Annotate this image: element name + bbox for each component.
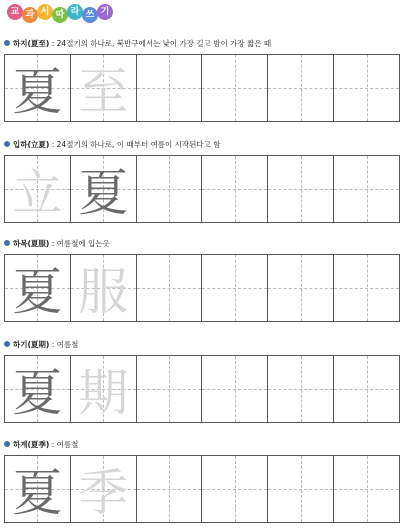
grid-cell[interactable] bbox=[202, 55, 268, 121]
grid-cell[interactable] bbox=[71, 456, 137, 522]
grid-cell[interactable] bbox=[71, 356, 137, 422]
grid-cell[interactable] bbox=[268, 356, 334, 422]
word-description: : 24절기의 하나로, 북반구에서는 낮이 가장 길고 밤이 가장 짧은 때 bbox=[49, 39, 272, 48]
word-heading: 하지(夏至) bbox=[13, 39, 50, 48]
grid-cell[interactable] bbox=[202, 156, 268, 222]
model-character: 立 bbox=[12, 164, 63, 222]
grid-cell[interactable] bbox=[268, 156, 334, 222]
writing-grid bbox=[4, 455, 400, 523]
grid-cell[interactable] bbox=[137, 156, 203, 222]
logo-char: 교 bbox=[7, 4, 23, 20]
word-heading: 하기(夏期) bbox=[13, 340, 50, 349]
model-character: 至 bbox=[78, 63, 129, 121]
model-character: 服 bbox=[78, 263, 129, 321]
grid-cell[interactable] bbox=[202, 356, 268, 422]
grid-cell[interactable] bbox=[202, 255, 268, 321]
grid-cell[interactable] bbox=[268, 456, 334, 522]
grid-cell[interactable] bbox=[334, 156, 400, 222]
word-title bbox=[4, 237, 110, 251]
grid-cell[interactable] bbox=[5, 156, 71, 222]
logo-char: 기 bbox=[97, 4, 113, 20]
writing-grid bbox=[4, 254, 400, 322]
grid-cell[interactable] bbox=[71, 255, 137, 321]
model-character: 夏 bbox=[12, 63, 63, 121]
word-title bbox=[4, 338, 78, 352]
grid-cell[interactable] bbox=[334, 356, 400, 422]
grid-cell[interactable] bbox=[71, 55, 137, 121]
grid-cell[interactable] bbox=[334, 255, 400, 321]
writing-grid bbox=[4, 355, 400, 423]
bullet-icon bbox=[4, 441, 10, 447]
grid-cell[interactable] bbox=[5, 456, 71, 522]
grid-cell[interactable] bbox=[268, 255, 334, 321]
logo-char: 라 bbox=[67, 4, 83, 20]
model-character: 季 bbox=[78, 464, 129, 522]
word-heading: 하복(夏服) bbox=[13, 239, 50, 248]
grid-cell[interactable] bbox=[137, 55, 203, 121]
grid-cell[interactable] bbox=[137, 456, 203, 522]
writing-grid bbox=[4, 54, 400, 122]
word-title bbox=[4, 37, 271, 51]
grid-cell[interactable] bbox=[5, 356, 71, 422]
bullet-icon bbox=[4, 40, 10, 46]
word-description: : 24절기의 하나로, 이 때부터 여름이 시작된다고 함 bbox=[49, 140, 221, 149]
bullet-icon bbox=[4, 141, 10, 147]
word-description: : 여름철에 입는옷 bbox=[49, 239, 110, 248]
grid-cell[interactable] bbox=[268, 55, 334, 121]
logo-char: 따 bbox=[52, 7, 68, 23]
model-character: 期 bbox=[78, 364, 129, 422]
grid-cell[interactable] bbox=[5, 55, 71, 121]
logo-char: 과 bbox=[22, 7, 38, 23]
logo bbox=[7, 4, 127, 28]
word-heading: 하계(夏季) bbox=[13, 440, 50, 449]
grid-cell[interactable] bbox=[71, 156, 137, 222]
logo-char: 서 bbox=[37, 4, 53, 20]
grid-cell[interactable] bbox=[5, 255, 71, 321]
model-character: 夏 bbox=[12, 464, 63, 522]
grid-cell[interactable] bbox=[334, 55, 400, 121]
word-description: : 여름철 bbox=[49, 340, 79, 349]
writing-grid bbox=[4, 155, 400, 223]
word-title bbox=[4, 138, 221, 152]
word-title bbox=[4, 438, 78, 452]
model-character: 夏 bbox=[12, 364, 63, 422]
word-heading: 입하(立夏) bbox=[13, 140, 50, 149]
word-description: : 여름철 bbox=[49, 440, 79, 449]
grid-cell[interactable] bbox=[137, 255, 203, 321]
grid-cell[interactable] bbox=[137, 356, 203, 422]
bullet-icon bbox=[4, 341, 10, 347]
grid-cell[interactable] bbox=[202, 456, 268, 522]
model-character: 夏 bbox=[12, 263, 63, 321]
model-character: 夏 bbox=[78, 164, 129, 222]
grid-cell[interactable] bbox=[334, 456, 400, 522]
bullet-icon bbox=[4, 240, 10, 246]
logo-char: 쓰 bbox=[82, 7, 98, 23]
